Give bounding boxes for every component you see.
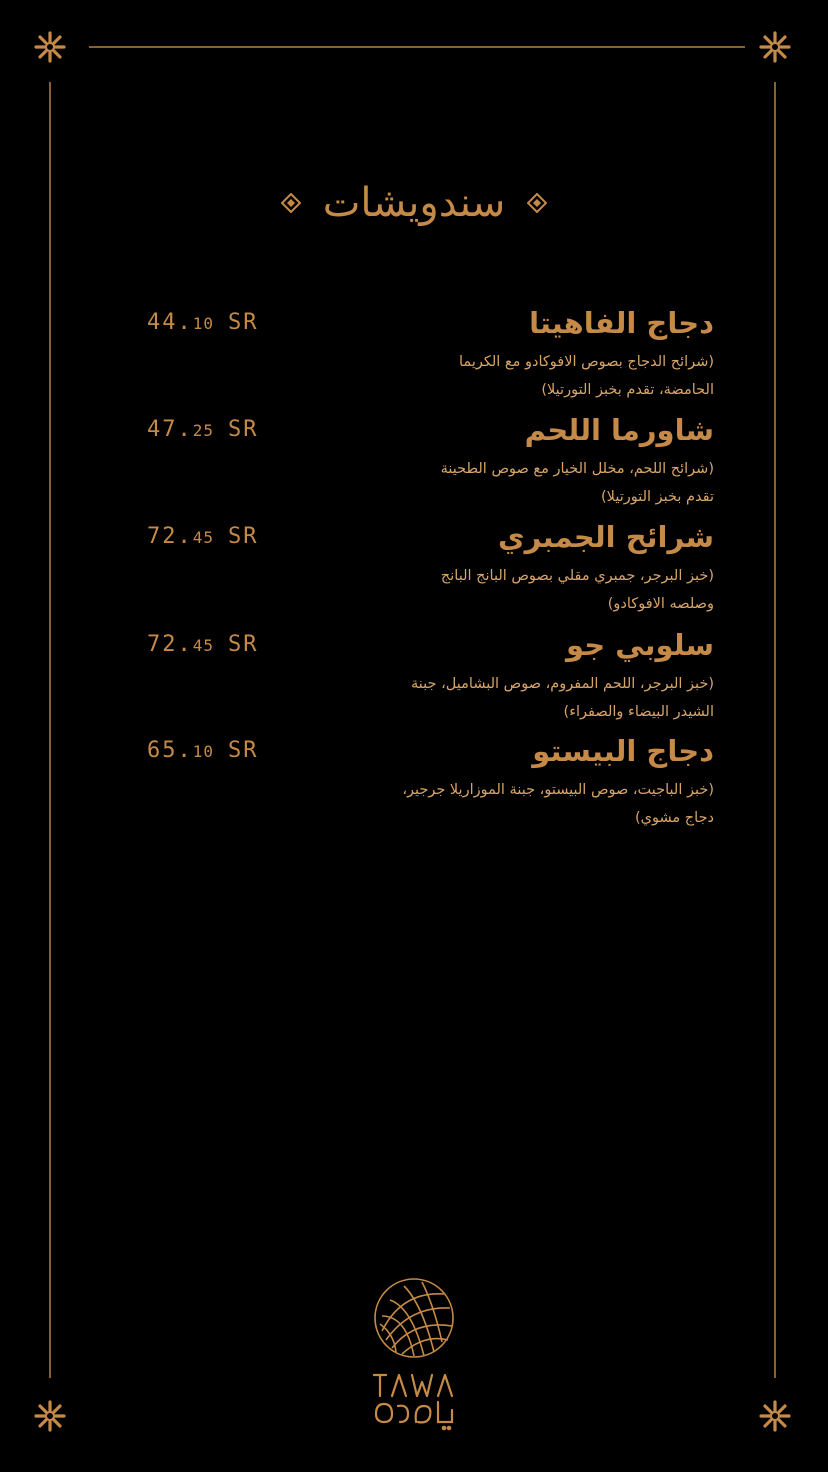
item-name: دجاج البيستو: [532, 734, 714, 768]
diamond-ornament-icon: [527, 193, 547, 213]
menu-item[interactable]: [0, 413, 828, 513]
section-header: [0, 180, 828, 226]
asterisk-ornament-icon: [33, 1399, 67, 1433]
item-name: شاورما اللحم: [524, 413, 714, 447]
menu-item[interactable]: [0, 520, 828, 620]
item-price: 65.10 SR: [147, 738, 259, 763]
menu-item[interactable]: [0, 306, 828, 406]
item-price: 72.45 SR: [147, 524, 259, 549]
frame-top-line: [89, 46, 745, 48]
item-description: [354, 348, 714, 404]
item-description: [354, 776, 714, 832]
asterisk-ornament-icon: [758, 1399, 792, 1433]
item-description: [354, 670, 714, 726]
item-description-line: (خبز الباجيت، صوص البيستو، جبنة الموزاريلا جرجير،: [402, 782, 714, 798]
diamond-ornament-icon: [281, 193, 301, 213]
item-name: سلوبي جو: [566, 628, 714, 662]
item-name: شرائح الجمبري: [497, 520, 714, 554]
brand-logo: [372, 1276, 456, 1436]
item-description-line: (خبز البرجر، اللحم المفروم، صوص البشاميل، جبنة: [411, 676, 714, 692]
item-description-line: (خبز البرجر، جمبري مقلي بصوص البانج البانج: [440, 568, 714, 584]
asterisk-ornament-icon: [33, 30, 67, 64]
item-price: 72.45 SR: [147, 632, 259, 657]
item-description-line: (شرائح الدجاج بصوص الافوكادو مع الكريما: [459, 354, 714, 370]
item-description-line: الشيدر البيضاء والصفراء): [563, 704, 714, 720]
item-description-line: (شرائح اللحم، مخلل الخيار مع صوص الطحينة: [440, 461, 714, 477]
item-description-line: وصلصه الافوكادو): [607, 596, 714, 612]
item-description: [354, 455, 714, 511]
section-title: سندويشات: [322, 180, 506, 226]
item-name: دجاج الفاهيتا: [529, 306, 714, 340]
leaf-emblem-icon: [372, 1276, 456, 1436]
asterisk-ornament-icon: [758, 30, 792, 64]
frame-right-line: [774, 82, 776, 1378]
item-price: 47.25 SR: [147, 417, 259, 442]
menu-item[interactable]: [0, 628, 828, 728]
item-description-line: دجاج مشوي): [634, 810, 714, 826]
item-description-line: الحامضة، تقدم بخبز التورتيلا): [541, 382, 714, 398]
item-description-line: تقدم بخبز التورتيلا): [601, 489, 714, 505]
item-price: 44.10 SR: [147, 310, 259, 335]
item-description: [354, 562, 714, 618]
menu-item[interactable]: [0, 734, 828, 834]
frame-left-line: [49, 82, 51, 1378]
